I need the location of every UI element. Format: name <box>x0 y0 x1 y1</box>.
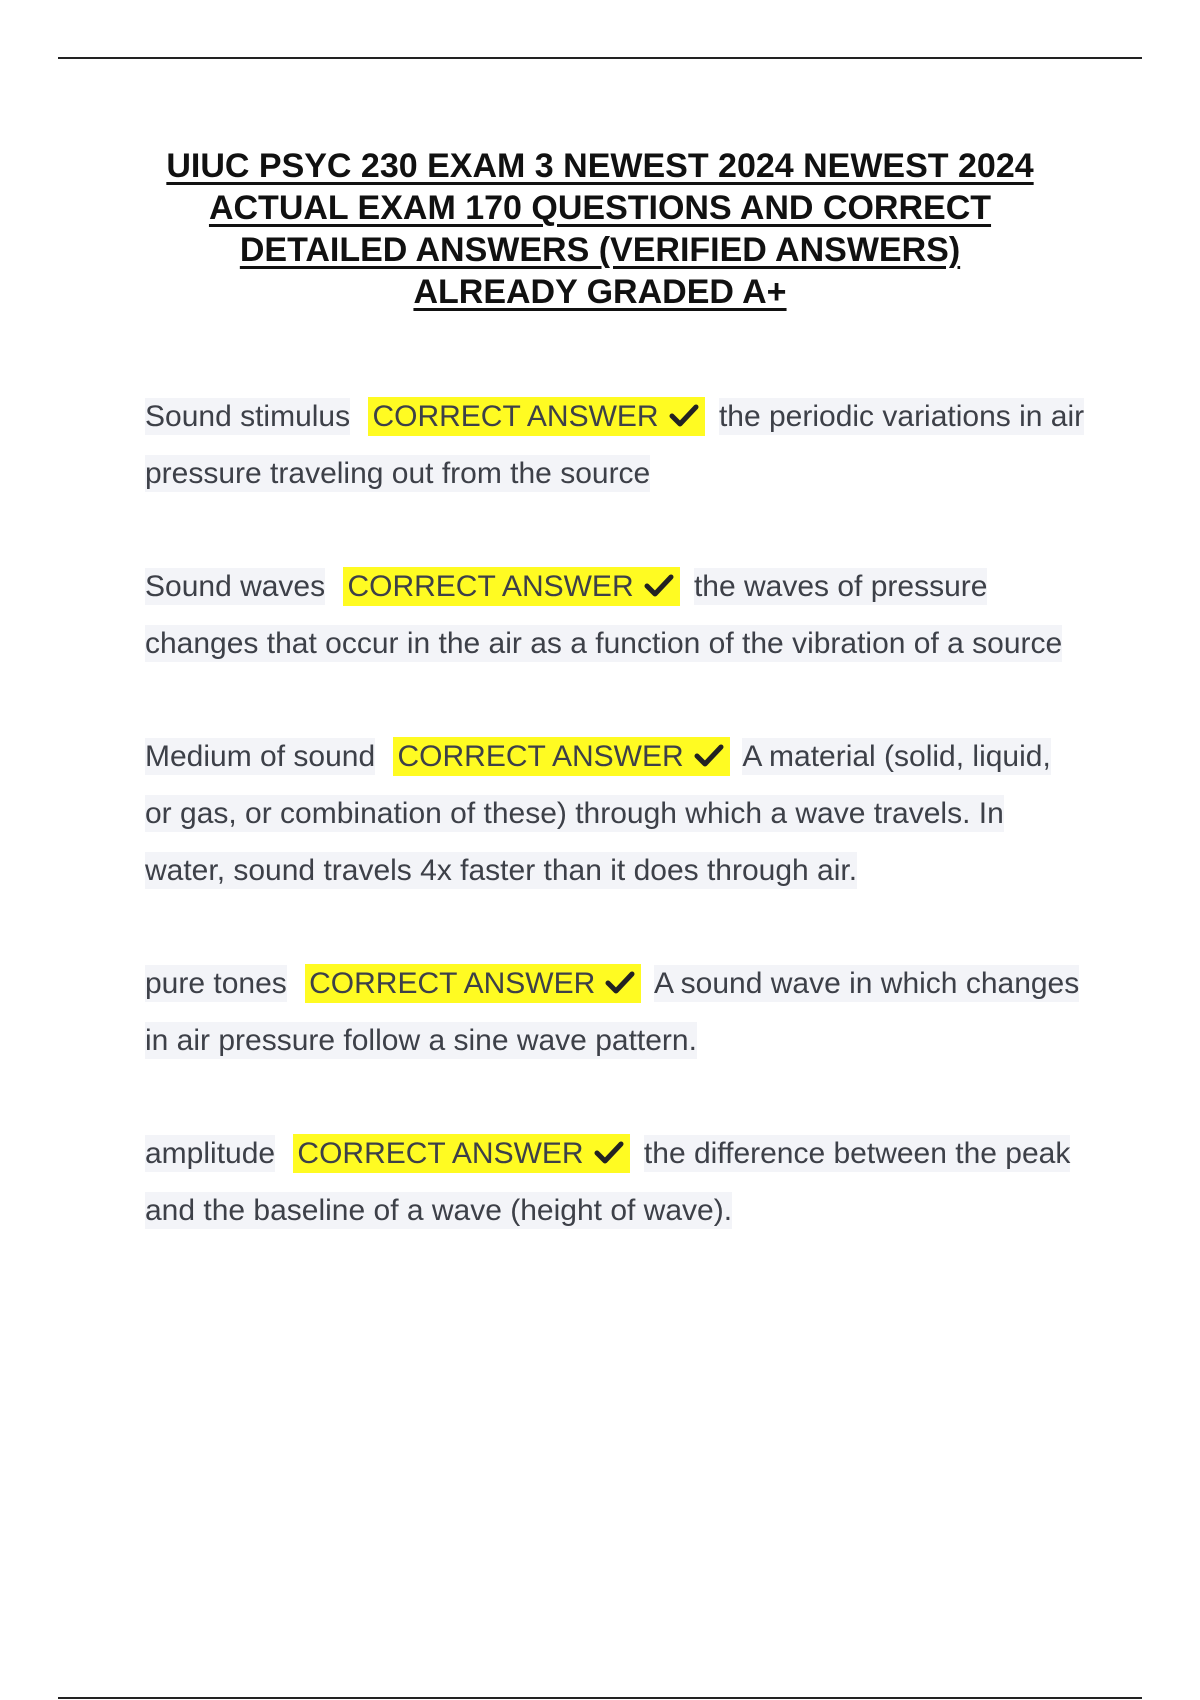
title-line: ALREADY GRADED A+ <box>413 273 787 311</box>
entry-definition: A material (solid, liquid, or gas, or combination of these) through which a wave travels. In water, sound travels 4x faster than it does through air. <box>145 740 1051 887</box>
check-mark-icon <box>694 743 724 767</box>
qa-list <box>145 388 1085 1295</box>
correct-answer-label: CORRECT ANSWER <box>347 570 634 603</box>
document-title <box>120 145 1080 313</box>
correct-answer-label: CORRECT ANSWER <box>397 740 684 773</box>
entry-term: Sound stimulus <box>145 400 351 433</box>
entry-term: pure tones <box>145 967 287 1000</box>
correct-answer-badge <box>393 737 729 776</box>
qa-entry <box>145 388 1085 502</box>
qa-entry <box>145 558 1085 672</box>
correct-answer-badge <box>368 397 704 436</box>
entry-term: Medium of sound <box>145 740 376 773</box>
correct-answer-label: CORRECT ANSWER <box>372 400 659 433</box>
title-line: UIUC PSYC 230 EXAM 3 NEWEST 2024 NEWEST 2024 <box>166 147 1034 185</box>
entry-definition: the waves of pressure changes that occur in the air as a function of the vibration of a source <box>145 570 1063 660</box>
correct-answer-badge <box>293 1134 629 1173</box>
title-line: DETAILED ANSWERS (VERIFIED ANSWERS) <box>239 231 961 269</box>
check-mark-icon <box>669 403 699 427</box>
correct-answer-badge <box>305 964 641 1003</box>
bottom-rule <box>58 1697 1142 1699</box>
entry-term: Sound waves <box>145 570 326 603</box>
correct-answer-badge <box>343 567 679 606</box>
entry-definition: the periodic variations in air pressure traveling out from the source <box>145 400 1085 490</box>
top-rule <box>58 57 1142 59</box>
correct-answer-label: CORRECT ANSWER <box>297 1137 584 1170</box>
check-mark-icon <box>605 970 635 994</box>
entry-term: amplitude <box>145 1137 276 1170</box>
check-mark-icon <box>594 1140 624 1164</box>
qa-entry <box>145 728 1085 899</box>
title-line: ACTUAL EXAM 170 QUESTIONS AND CORRECT <box>208 189 992 227</box>
correct-answer-label: CORRECT ANSWER <box>309 967 596 1000</box>
qa-entry <box>145 1125 1085 1239</box>
entry-definition: the difference between the peak and the baseline of a wave (height of wave). <box>145 1137 1071 1227</box>
entry-definition: A sound wave in which changes in air pressure follow a sine wave pattern. <box>145 967 1080 1057</box>
qa-entry <box>145 955 1085 1069</box>
check-mark-icon <box>644 573 674 597</box>
